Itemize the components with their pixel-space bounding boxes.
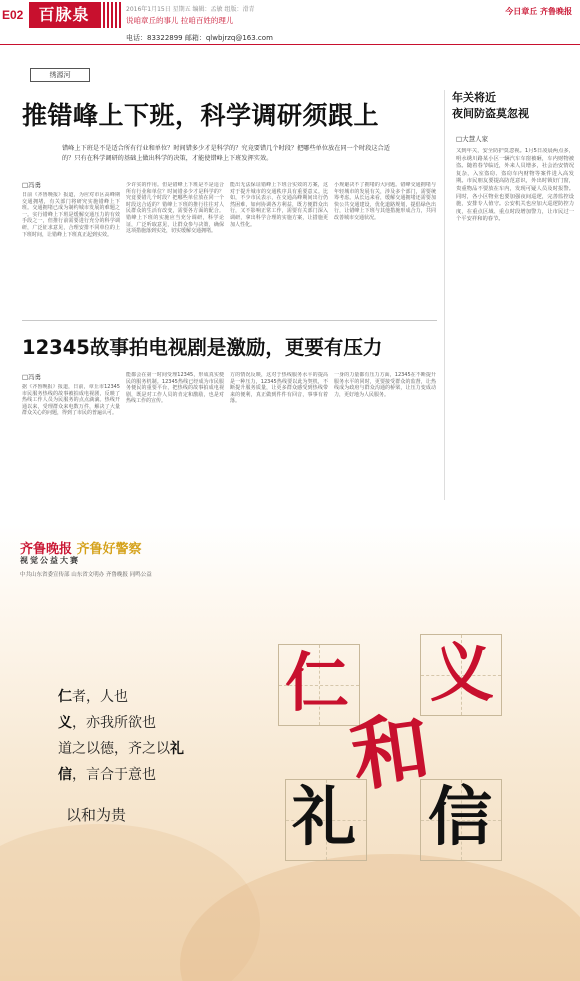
brand-logo: 今日章丘 齐鲁晚报 <box>505 7 572 16</box>
byline-1: □冯勇 <box>22 181 42 189</box>
column-name: 百脉泉 <box>29 2 99 28</box>
char-yi: 义 <box>430 636 494 711</box>
mountain-shape <box>180 854 580 981</box>
issue-meta: 2016年1月15日 星期五 编辑：孟敏 组版：滑青 <box>126 6 255 13</box>
char-li: 礼 <box>292 780 356 855</box>
lede-1: 错峰上下班是不是适合所有行业和单位？时间错多少才是科学的？究竟要错几个时段？把哪些单位放在同一个时段这合适的？只有在科学调研的基础上做出科学的决策，才能使错峰上下班发挥实效。 <box>62 145 390 162</box>
story-divider <box>22 320 437 321</box>
story1-col1: 日前《齐鲁晚报》报道，为应对市区高峰期交通拥堵，有关部门将研究实施错峰上下班。交通拥堵已成为制约城市发展的难题之一。实行错峰上下班是缓解交通压力的有效手段之一，但推行前需要进行充分的科学调研，广泛征求意见，合理安排不同单位的上下班时间，让错峰上下班真正起到实效。 <box>22 192 120 238</box>
char-ren: 仁 <box>285 646 349 721</box>
story1-col2: 少许实的作用。但是错峰上下班是不是适合所有行业和单位？时间错多少才是科学的？究竟要错几个时段？把哪些单位放在同一个时段这合适的？错峰上下班的推行往往对人民群众的生活有改变，需要各方面的配合。错峰上下班的实施应当充分调研，科学论证，广泛听取意见，让群众参与决策，确保这项措施落到实处，切实缓解交通拥堵。 <box>126 182 224 235</box>
poem-line: 信，言合于意也 <box>58 767 156 783</box>
story1-col4: 小规避决不了拥堵的大问题。错峰交通拥堵与年轻城市的发展有关，涉及多个部门，需要统筹考虑。从长远来看，缓解交通拥堵还需要加快公共交通建设，优化道路规划，提倡绿色出行，让错峰上下班与其他措施形成合力，共同改善城市交通状况。 <box>334 182 436 221</box>
contact-info: 电话：83322899 邮箱：qlwbjrzq@163.com <box>126 34 273 42</box>
headline-1: 推错峰上下班，科学调研须跟上 <box>22 101 380 130</box>
right-headline-line1: 年关将近 <box>452 91 496 104</box>
page-number: E02 <box>2 8 24 22</box>
column-slogan: 说咱章丘的事儿 拉咱百姓的理儿 <box>126 16 234 25</box>
poem-line: 义，亦我所欲也 <box>58 715 156 731</box>
right-byline: □大慧人家 <box>456 135 489 143</box>
char-xin: 信 <box>428 780 492 855</box>
ad-poem <box>58 684 184 788</box>
story1-col3: 能出无法保证错峰上下班合实效的方案，这对于提升城市的交通秩序具有重要意义。比如，不少市民表示，在交通高峰期间出行仍然困难，如何协调各方利益，既方便群众出行，又不影响正常工作，需要有关部门深入调研，拿出科学合理的实施方案，让措施更加人性化。 <box>230 182 328 228</box>
headline-2: 12345故事拍电视剧是激励，更要有压力 <box>22 336 383 359</box>
poem-line: 仁者，人也 <box>58 689 128 705</box>
char-he: 和 <box>345 702 436 803</box>
decorative-stripe <box>99 2 121 28</box>
column-rule <box>444 90 445 500</box>
story2-col3: 方的情况反映，这对于热线服务水平的提高是一种压力，12345热线要以此为契机，不断提升服务质量，让更多群众感受到热线带来的便利，真正做到件件有回音，事事有着落。 <box>230 372 328 405</box>
section-tag: 绣源河 <box>30 68 90 82</box>
ad-organizers: 中共山东省委宣传部 山东省文明办 齐鲁晚报 同鸣公益 <box>20 572 152 578</box>
ad-subtitle: 视觉公益大赛 <box>20 556 80 565</box>
byline-2: □冯勇 <box>22 373 42 381</box>
page-header <box>0 0 580 44</box>
right-body: 又到年关，安全防护莫忽视。1月5日凌晨两点多，明水绣川路某小区一辆汽车车窗被砸，车内财物被盗。随着春节临近，外来人员增多，社会治安情况复杂，入室盗窃、盗窃车内财物等案件进入高发期。市民朋友要提高防范意识，外出时锁好门窗，贵重物品不要放在车内，发现可疑人员及时报警。同时，各小区物业也要加强夜间巡逻，完善监控设施，安排专人值守。公安机关也应加大巡逻防控力度，在重点区域、重点时段增加警力，让市民过一个平安祥和的春节。 <box>456 148 574 223</box>
poem-line: 道之以德，齐之以礼 <box>58 741 184 757</box>
story2-col4: 一身的力量都有压力方面，12345在不断提升服务水平的同时，更要接受群众的监督，让热线成为政府与群众沟通的桥梁，让压力变成动力，更好地为人民服务。 <box>334 372 436 398</box>
public-service-ad <box>0 524 580 981</box>
ad-logo-brand: 齐鲁晚报 <box>20 542 73 557</box>
right-headline-line2: 夜间防盗莫忽视 <box>452 107 529 120</box>
header-rule <box>0 44 580 45</box>
ad-logo-campaign: 齐鲁好警察 <box>76 542 142 557</box>
poem-conclusion: 以和为贵 <box>66 806 127 824</box>
right-headline <box>452 90 577 122</box>
story2-col2: 能都会在第一时间受理12345，形成真实便民的服务机制。12345热线已经成为市民服务便民的重要平台，把热线的故事拍成电视剧，既是对工作人员的肯定和激励，也是对热线工作的宣传。 <box>126 372 224 405</box>
story2-col1: 据《齐鲁晚报》报道，日前，章丘市12345市民服务热线的故事被拍成电视剧，反映了热线工作人员为民服务的点点滴滴。热线开通以来，受理群众来电数万件，解决了大量群众关心的问题，得到了市民的普遍认可。 <box>22 384 120 417</box>
